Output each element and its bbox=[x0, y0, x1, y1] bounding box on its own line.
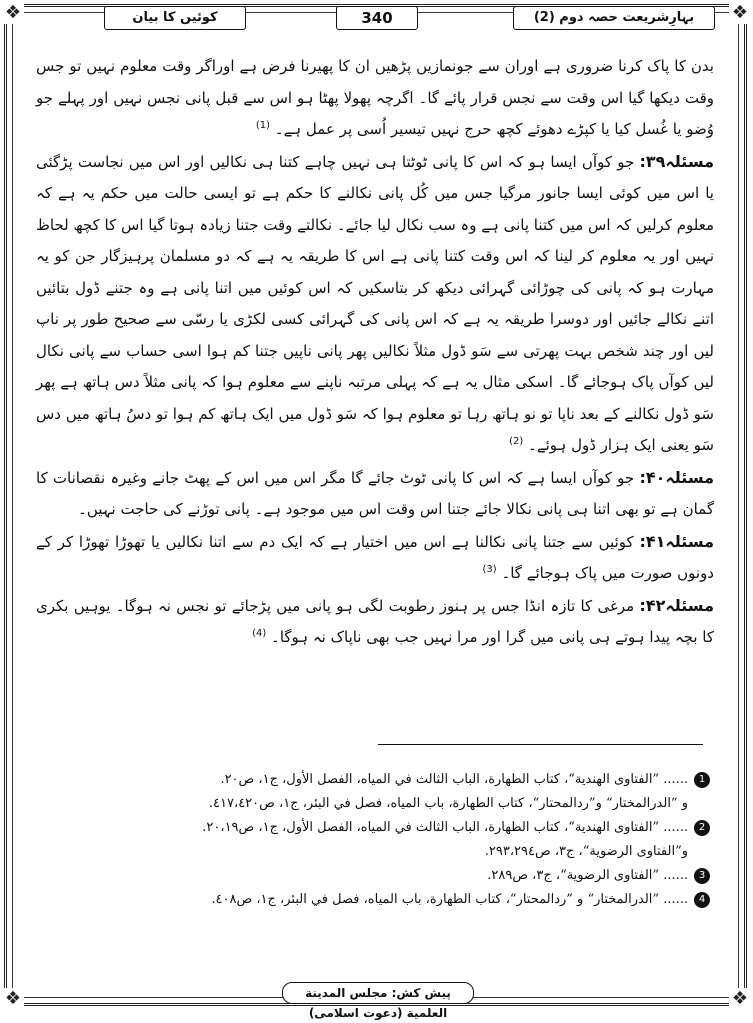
masala-label: مسئلہ۴۲: bbox=[639, 595, 714, 615]
paragraph bbox=[36, 526, 714, 590]
corner-ornament-icon: ❖ bbox=[2, 2, 24, 24]
footnote-ref[interactable]: (2) bbox=[509, 436, 524, 447]
page-number: 340 bbox=[336, 6, 418, 30]
chapter-title: کوئیں کا بیان bbox=[104, 6, 246, 30]
corner-ornament-icon: ❖ bbox=[729, 988, 751, 1010]
footnote bbox=[60, 888, 710, 912]
footnote-number: 1 bbox=[694, 772, 710, 788]
main-text bbox=[36, 50, 714, 654]
footnote-text: ...... ”الفتاوی الرضوية“، ج٣، ص٢٨٩. bbox=[487, 868, 688, 883]
footnote-ref[interactable]: (4) bbox=[252, 628, 267, 639]
footnote bbox=[60, 768, 710, 792]
masala-label: مسئلہ۴۱: bbox=[639, 531, 714, 551]
corner-ornament-icon: ❖ bbox=[2, 988, 24, 1010]
book-title: بہارِشریعت حصہ دوم (2) bbox=[513, 6, 715, 30]
footnote-ref[interactable]: (3) bbox=[482, 564, 497, 575]
publisher-credit: پیش کش: مجلس المدينة العلمية (دعوت اسلامی) bbox=[282, 982, 474, 1004]
footnote bbox=[60, 864, 710, 888]
corner-ornament-icon: ❖ bbox=[729, 2, 751, 24]
masala-label: مسئلہ۳۹: bbox=[639, 151, 715, 171]
paragraph-text: جو کوآں ایسا ہے کہ اس کا پانی ٹوٹ جائے گا مگر اس میں اس کے پھٹ جانے وغیرہ نقصانات کا گمان ہے تو بھی اتنا ہی پانی نکالا جائے جتنا اس وقت اس میں موجود ہے۔ پانی توڑنے کی حاجت نہیں۔ bbox=[36, 468, 714, 518]
page-header bbox=[24, 4, 729, 32]
footnote-text: ...... ”الفتاوی الهندية“، كتاب الطهارة، الباب الثالث في المياه، الفصل الأول، ج١، ص٢٠،١٩. bbox=[202, 820, 688, 835]
footnote-text: ...... ”الفتاوی الهندية“، كتاب الطهارة، الباب الثالث في المياه، الفصل الأول، ج١، ص٢٠. bbox=[220, 772, 688, 787]
footnote-number: 2 bbox=[694, 820, 710, 836]
footnotes bbox=[60, 768, 710, 912]
paragraph-text: مرغی کا تازہ انڈا جس پر ہنوز رطوبت لگی ہو پانی میں پڑجائے تو نجس نہ ہوگا۔ یوہیں بکری کا بچہ پیدا ہوتے ہی پانی میں گرا اور مرا نہیں جب بھی ناپاک نہ ہوگا۔ bbox=[36, 596, 714, 646]
footnote-text: و”الفتاوی الرضوية“، ج٣، ص٢٩٣،٢٩٤. bbox=[484, 844, 688, 859]
footnote-divider bbox=[378, 744, 703, 745]
paragraph bbox=[36, 146, 714, 462]
paragraph-text: جو کوآں ایسا ہو کہ اس کا پانی ٹوٹتا ہی نہیں چاہے کتنا ہی نکالیں اور اس میں نجاست پڑگئی یا اس میں کوئی ایسا جانور مرگیا جس میں کُل پانی نکالنے کا حکم ہے تو ایسی حالت میں حکم یہ ہے کہ معلوم کرلیں کہ اس میں کتنا پانی ہے وہ سب نکال لیا جائے۔ نکالتے وقت جتنا زیادہ ہوتا گیا اس کا کچھ لحاظ نہیں اور یہ معلوم کر لینا کہ اس وقت کتنا پانی ہے اس کا طریقہ یہ ہے کہ دو مسلمان پرہیزگار جن کو یہ مہارت ہو کہ پانی کی چوڑائی گہرائی دیکھ کر بتاسکیں کہ اس کوئیں میں اتنا پانی ہے وہ جتنے ڈول بتائیں اتنے نکالے جائیں اور دوسرا طریقہ یہ ہے کہ اس پانی کی گہرائی کسی لکڑی یا رسّی سے صحیح طور پر ناپ لیں اور چند شخص بہت پھرتی سے سَو ڈول مثلاً نکالیں پھر پانی ناپیں جتنا کم ہوا اسی حساب سے پانی نکال لیں کوآں پاک ہوجائے گا۔ اسکی مثال یہ ہے کہ پہلی مرتبہ ناپنے سے معلوم ہوا کہ پانی مثلاً دس ہاتھ ہے پھر سَو ڈول نکالنے کے بعد ناپا تو نو ہاتھ رہا تو معلوم ہوا کہ سَو ڈول میں ایک ہاتھ کم ہوا تو دسُ ہاتھ میں دس سَو یعنی ایک ہزار ڈول ہوئے۔ bbox=[36, 152, 714, 454]
paragraph bbox=[36, 462, 714, 526]
footnote-text: و ”الدرالمختار“ و”ردالمحتار“، كتاب الطهارة، باب المياه، فصل في البئر، ج١، ص٤١٧،٤٢٠. bbox=[208, 796, 688, 811]
footnote-ref[interactable]: (1) bbox=[255, 120, 271, 131]
footnote-text: ...... ”الدرالمختار“ و ”ردالمحتار“، كتاب الطهارة، باب المياه، فصل في البئر، ج١، ص٤٠٨. bbox=[211, 892, 688, 907]
paragraph-text: کوئیں سے جتنا پانی نکالنا ہے اس میں اختیار ہے کہ ایک دم سے اتنا نکالیں یا تھوڑا تھوڑا کر کے دونوں صورت میں پاک ہوجائے گا۔ bbox=[36, 532, 714, 582]
footnote bbox=[60, 816, 710, 840]
footnote-number: 4 bbox=[694, 892, 710, 908]
paragraph bbox=[36, 50, 714, 146]
paragraph bbox=[36, 590, 714, 654]
page-footer bbox=[24, 980, 729, 1020]
footnote-number: 3 bbox=[694, 868, 710, 884]
paragraph-text: بدن کا پاک کرنا ضروری ہے اوران سے جونمازیں پڑھیں ان کا پھیرنا فرض ہے اوراگر وقت معلوم نہیں تو جس وقت دیکھا گیا اس وقت سے نجس قرار پائے گا۔ اگرچہ پھولا پھٹا ہو اس سے قبل پانی نجس نہیں اور پہلے جو وُضو یا غُسل کیا یا کپڑے دھوئے کچھ حرج نہیں تیسیر اُسی پر عمل ہے۔ bbox=[36, 57, 714, 138]
masala-label: مسئلہ۴۰: bbox=[639, 467, 714, 487]
